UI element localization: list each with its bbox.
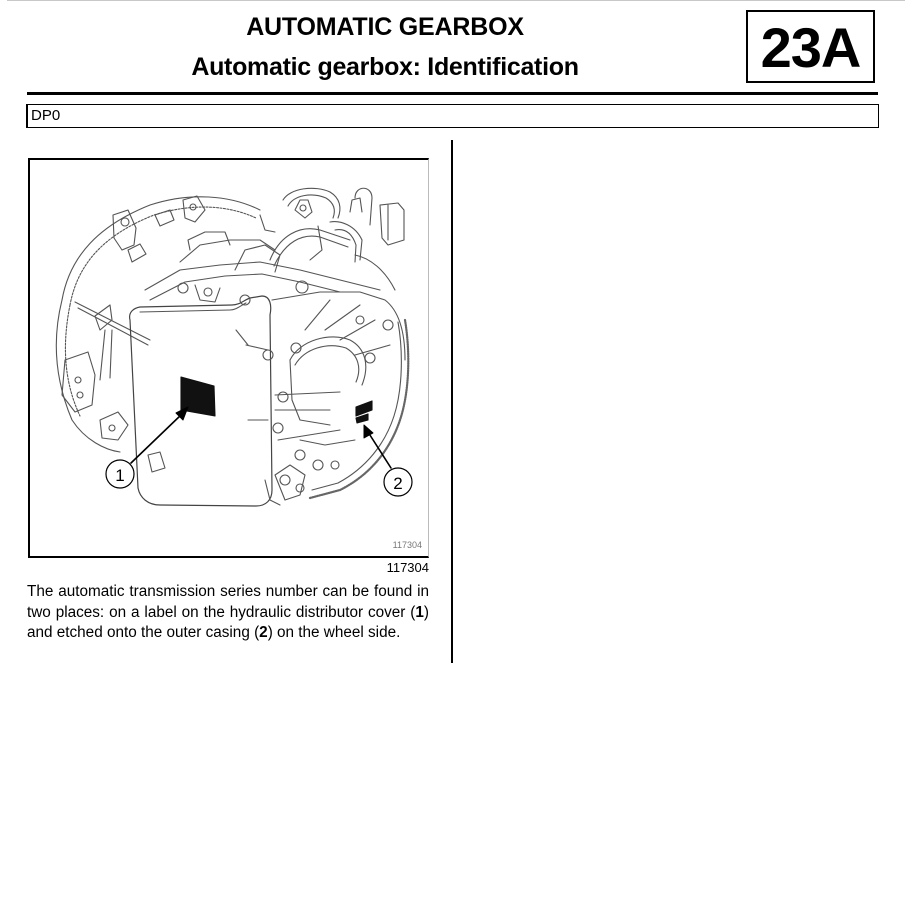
column-divider [451,140,453,663]
body-text-part1: The automatic transmission series number can be found in two places: on a label on the hydraulic distributor cover ( [27,583,429,621]
variant-label: DP0 [31,107,61,124]
section-code: 23A [760,16,861,79]
svg-text:2: 2 [393,474,403,493]
gearbox-figure [28,158,429,558]
figure-reference-number: 117304 [386,560,429,575]
top-edge-rule [7,0,905,1]
header-divider [27,92,878,95]
body-text-part2: ) and etched onto the outer casing ( [27,603,429,641]
callout-ref-1: 1 [415,603,424,621]
page-subtitle: Automatic gearbox: Identification [191,53,579,81]
svg-text:1: 1 [115,466,125,485]
callout-ref-2: 2 [259,624,268,641]
body-text-part3: ) on the wheel side. [267,624,401,641]
page-title: AUTOMATIC GEARBOX [246,13,524,41]
section-code-box [746,10,875,83]
gearbox-illustration [28,158,429,558]
body-paragraph [27,582,429,644]
variant-box [26,104,879,128]
figure-inner-number: 117304 [392,540,422,550]
